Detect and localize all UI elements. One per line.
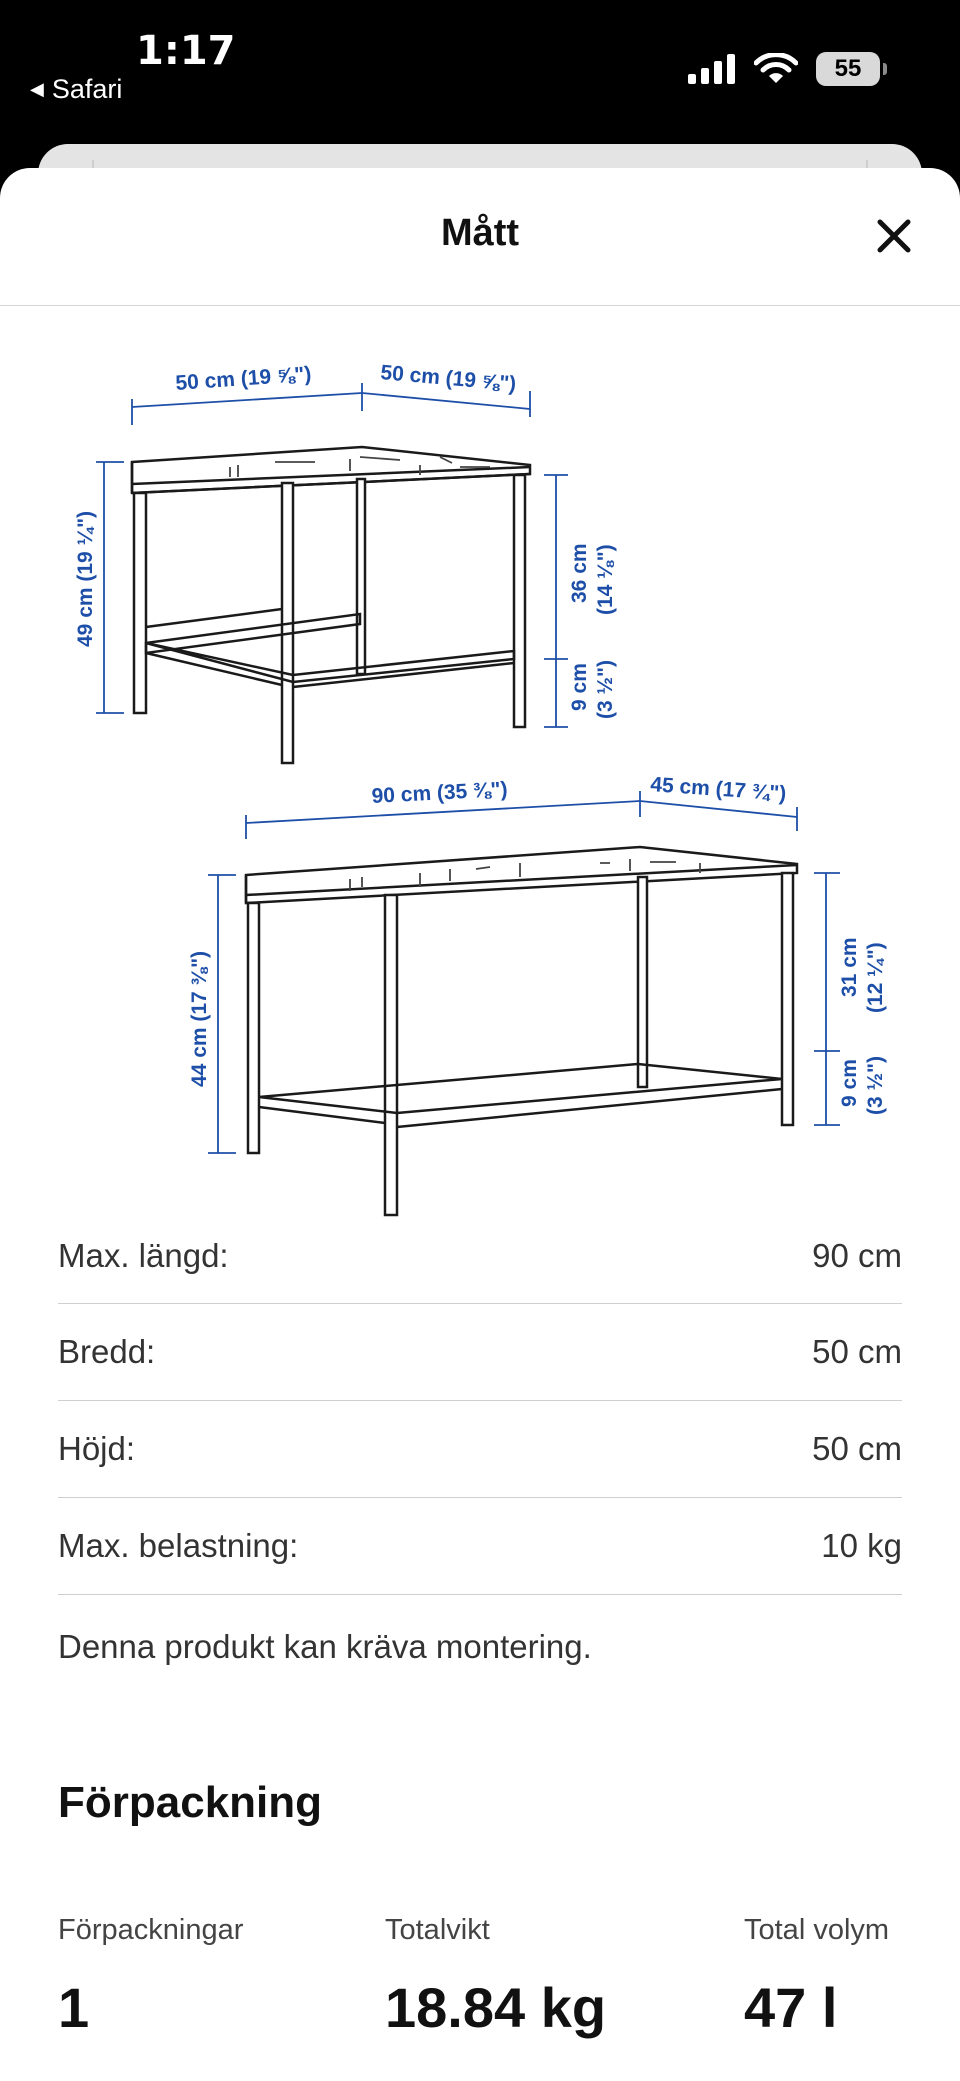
modal-title: Mått (440, 212, 520, 254)
dimension-diagram (0, 307, 960, 1317)
measurements-list (58, 1208, 902, 1595)
measurement-label: Max. längd: (58, 1236, 229, 1274)
assembly-note: Denna produkt kan kräva montering. (58, 1628, 592, 1665)
coffee-table-upper-label-1: 31 cm (838, 937, 861, 997)
side-table-height-label: 49 cm (19 ¼") (74, 510, 97, 647)
side-table-drawing (74, 361, 617, 763)
coffee-table-lower-label-2: (3 ½") (864, 1056, 887, 1115)
coffee-table-lower-label-1: 9 cm (838, 1059, 861, 1107)
measurement-label: Bredd: (58, 1333, 156, 1370)
stat-label: Total volym (744, 1914, 890, 1946)
coffee-table-drawing (188, 773, 887, 1215)
total-volume-stat (744, 1914, 889, 2040)
coffee-table-depth-label: 45 cm (17 ¾") (649, 773, 787, 806)
status-bar (0, 0, 960, 140)
back-triangle-icon: ◀ (30, 79, 44, 99)
stat-value: 18.84 kg (385, 1976, 607, 2039)
packaging-title: Förpackning (58, 1778, 323, 1827)
close-icon[interactable] (870, 212, 918, 260)
side-table-upper-label-1: 36 cm (568, 543, 591, 603)
measurement-value: 90 cm (812, 1236, 902, 1274)
wifi-icon (754, 53, 798, 85)
dimensions-modal (0, 168, 960, 2081)
total-weight-stat (385, 1914, 606, 2040)
measurement-label: Höjd: (58, 1430, 136, 1467)
measurement-row (58, 1401, 902, 1498)
battery-icon (816, 52, 880, 86)
side-table-depth-label: 50 cm (19 ⅝") (379, 361, 518, 396)
measurement-label: Max. belastning: (58, 1527, 299, 1564)
coffee-table-upper-label-2: (12 ¼") (864, 942, 887, 1013)
stat-value: 47 l (744, 1976, 838, 2039)
side-table-upper-label-2: (14 ⅛") (594, 544, 617, 615)
side-table-width-label: 50 cm (19 ⅝") (174, 362, 313, 395)
status-time: 1:17 (136, 28, 236, 74)
measurement-value: 10 kg (821, 1527, 902, 1564)
side-table-lower-label-2: (3 ½") (594, 660, 617, 719)
battery-level: 55 (834, 55, 862, 82)
stat-label: Totalvikt (385, 1914, 490, 1946)
measurement-value: 50 cm (812, 1333, 902, 1370)
back-to-safari-button[interactable] (30, 74, 122, 105)
status-indicators (688, 52, 880, 86)
coffee-table-width-label: 90 cm (35 ⅜") (371, 777, 509, 808)
measurement-row (58, 1304, 902, 1401)
side-table-lower-label-1: 9 cm (568, 663, 591, 711)
measurement-value: 50 cm (812, 1430, 902, 1467)
packaging-stats (58, 1914, 902, 2054)
packages-stat (58, 1914, 243, 2040)
back-label: Safari (51, 74, 123, 104)
coffee-table-height-label: 44 cm (17 ⅜") (188, 950, 211, 1087)
cellular-signal-icon (688, 54, 736, 84)
measurement-row (58, 1498, 902, 1595)
stat-value: 1 (58, 1976, 90, 2039)
modal-header (0, 168, 960, 306)
measurement-row (58, 1208, 902, 1304)
stat-label: Förpackningar (58, 1914, 244, 1946)
